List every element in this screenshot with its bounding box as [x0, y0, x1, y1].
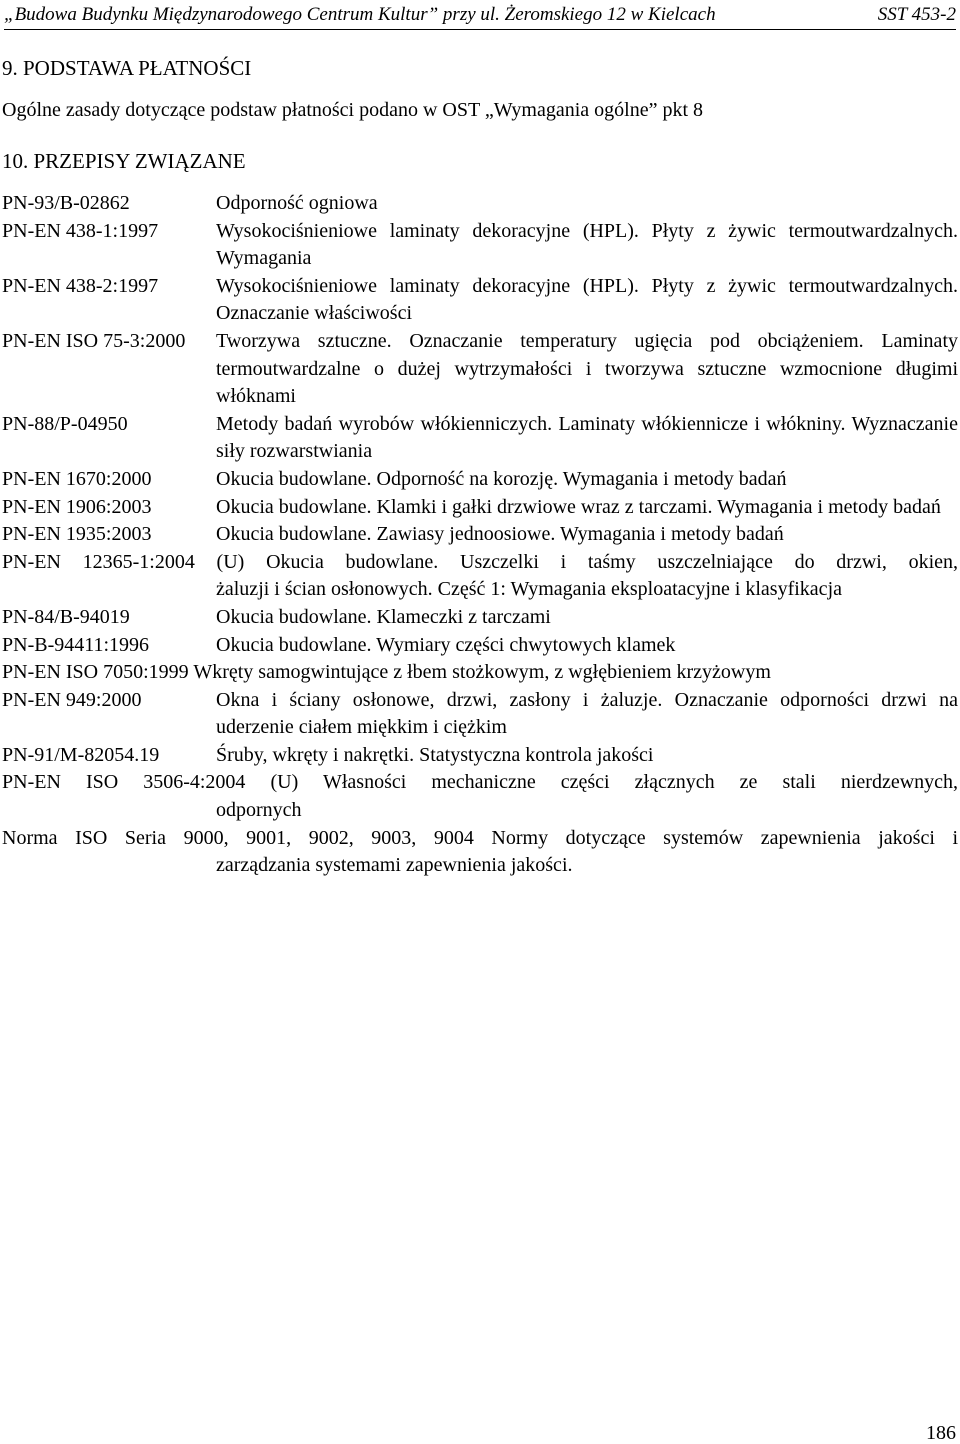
- section-10-heading: 10. PRZEPISY ZWIĄZANE: [2, 149, 246, 173]
- standard-description: Odporność ogniowa: [216, 192, 378, 214]
- standard-description-start: Okucia budowlane. Uszczelki i taśmy uszczelniające do drzwi, okien,: [266, 550, 959, 573]
- standard-entry: [2, 769, 958, 824]
- standard-entry: [2, 825, 958, 880]
- standard-code: PN-EN 438-1:1997: [2, 219, 159, 242]
- standard-description: Okucia budowlane. Klamki i gałki drzwiowe wraz z tarczami. Wymagania i metody badań: [216, 495, 941, 518]
- standard-description-start: Własności mechaniczne części złącznych ze stali nierdzewnych,: [322, 771, 959, 794]
- standard-description: Okucia budowlane. Odporność na korozję. Wymagania i metody badań: [216, 467, 787, 490]
- standard-code: PN-88/P-04950: [2, 412, 128, 435]
- standard-entry: [2, 521, 958, 549]
- standard-entry: [2, 328, 958, 411]
- standard-entry-first-line: [2, 825, 958, 853]
- standard-description: Wysokociśnieniowe laminaty dekoracyjne (HPL). Płyty z żywic termoutwardzalnych. Wymagania: [216, 219, 958, 270]
- standard-code: Norma ISO Seria 9000, 9001, 9002, 9003, 9004: [2, 826, 474, 849]
- standard-entry: [2, 466, 958, 494]
- standard-code: PN-93/B-02862: [2, 192, 130, 214]
- standards-list: [2, 190, 958, 880]
- standard-description: Okna i ściany osłonowe, drzwi, zasłony i żaluzje. Oznaczanie odporności drzwi na uderzenie ciałem miękkim i ciężkim: [216, 688, 958, 739]
- standard-description-start: Normy dotyczące systemów zapewnienia jakości i: [491, 826, 959, 849]
- standard-description: Tworzywa sztuczne. Oznaczanie temperatury ugięcia pod obciążeniem. Laminaty termoutwardzalne o dużej wytrzymałości i tworzywa sztuczne wzmocnione długimi włóknami: [216, 329, 958, 408]
- standard-code: PN-EN 1935:2003: [2, 523, 152, 546]
- standard-entry-first-line: [2, 549, 958, 577]
- standard-description-continued: żaluzji i ścian osłonowych. Część 1: Wymagania eksploatacyjne i klasyfikacja: [216, 578, 842, 601]
- standard-entry: [2, 549, 958, 604]
- standard-entry-first-line: [2, 769, 958, 797]
- standard-entry: [2, 687, 958, 742]
- standard-entry: [2, 190, 958, 218]
- standard-code: PN-EN 949:2000: [2, 688, 142, 711]
- standard-entry: [2, 411, 958, 466]
- standard-entry: [2, 273, 958, 328]
- standard-description: Okucia budowlane. Wymiary części chwytowych klamek: [216, 633, 676, 656]
- standard-description-continued: zarządzania systemami zapewnienia jakości.: [216, 854, 573, 877]
- standard-entry-line: [2, 659, 958, 687]
- standard-code: PN-EN ISO 3506-4:2004 (U): [2, 771, 299, 794]
- standard-code: PN-EN 12365-1:2004 (U): [2, 550, 245, 573]
- standard-description: Okucia budowlane. Klameczki z tarczami: [216, 605, 551, 628]
- standard-code: PN-84/B-94019: [2, 605, 130, 628]
- standard-code: PN-EN ISO 75-3:2000: [2, 329, 186, 352]
- standard-entry: [2, 742, 958, 770]
- page-header: [4, 3, 956, 30]
- standard-entry: [2, 494, 958, 522]
- section-9-text: Ogólne zasady dotyczące podstaw płatności podano w OST „Wymagania ogólne” pkt 8: [2, 99, 704, 121]
- standard-description: Wysokociśnieniowe laminaty dekoracyjne (HPL). Płyty z żywic termoutwardzalnych. Oznaczanie właściwości: [216, 274, 958, 325]
- standard-entry: [2, 659, 958, 687]
- standard-code: PN-EN 1670:2000: [2, 467, 152, 490]
- standard-entry: [2, 218, 958, 273]
- header-doc-code: SST 453-2: [877, 4, 956, 25]
- standard-code: PN-EN 438-2:1997: [2, 274, 159, 297]
- page-number: 186: [926, 1422, 956, 1444]
- standard-description: Śruby, wkręty i nakrętki. Statystyczna kontrola jakości: [216, 743, 654, 766]
- standard-code: PN-B-94411:1996: [2, 633, 150, 656]
- standard-description: Metody badań wyrobów włókienniczych. Laminaty włókiennicze i włókniny. Wyznaczanie siły rozwarstwiania: [216, 412, 958, 463]
- standard-description-continued: odpornych: [216, 799, 302, 822]
- standard-description: Okucia budowlane. Zawiasy jednoosiowe. Wymagania i metody badań: [216, 523, 784, 546]
- standard-code: PN-EN ISO 7050:1999: [2, 661, 189, 684]
- section-9-heading: 9. PODSTAWA PŁATNOŚCI: [2, 56, 252, 80]
- standard-code: PN-91/M-82054.19: [2, 743, 160, 766]
- standard-entry: [2, 632, 958, 660]
- standard-code: PN-EN 1906:2003: [2, 495, 152, 518]
- header-title: „Budowa Budynku Międzynarodowego Centrum Kultur” przy ul. Żeromskiego 12 w Kielcach: [4, 4, 716, 25]
- standard-entry: [2, 604, 958, 632]
- standard-description: Wkręty samogwintujące z łbem stożkowym, z wgłębieniem krzyżowym: [193, 661, 771, 684]
